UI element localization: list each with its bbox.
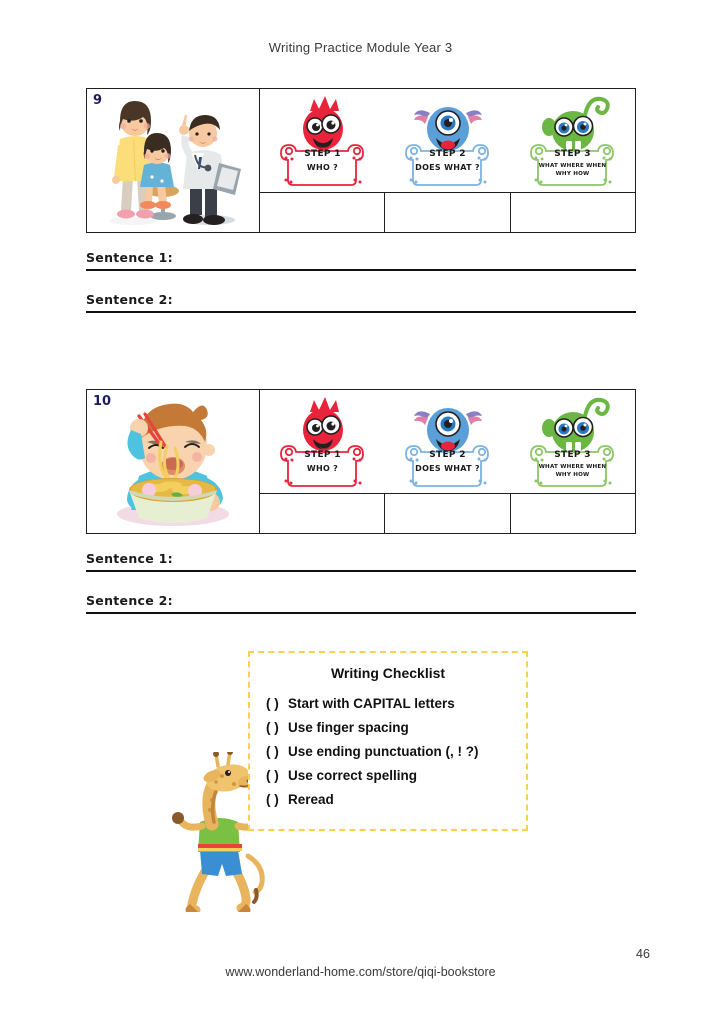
answer-cell-step-2[interactable] — [385, 193, 510, 232]
step-sublabel-line-2: WHY HOW — [555, 171, 590, 177]
step-sublabel-line-1: WHAT WHERE WHEN — [538, 163, 607, 169]
answer-cell-step-3[interactable] — [511, 193, 635, 232]
step-sublabel-line-2: WHY HOW — [555, 472, 590, 478]
item-number: 10 — [93, 394, 112, 409]
checklist-item[interactable] — [260, 740, 516, 764]
checklist-item[interactable] — [260, 692, 516, 716]
monster-slot-1 — [260, 89, 385, 192]
sentence-2-field-10[interactable] — [86, 593, 636, 614]
answer-cell-step-1[interactable] — [260, 193, 385, 232]
monster-row — [260, 89, 635, 193]
monster-slot-2 — [385, 390, 510, 493]
checkbox-parens[interactable]: ( ) — [266, 792, 279, 807]
red-spiky-monster-card — [265, 394, 381, 492]
picture-cell — [87, 390, 260, 533]
checklist-item-label: Use correct spelling — [288, 768, 418, 783]
sentence-label: Sentence 1: — [86, 250, 173, 265]
writing-rule — [86, 612, 636, 614]
steps-column — [260, 89, 635, 232]
step-sublabel: DOES WHAT ? — [415, 163, 480, 172]
blue-cyclops-monster-card — [390, 93, 506, 191]
item-number: 9 — [93, 93, 103, 108]
exercise-table — [86, 88, 636, 233]
writing-rule — [86, 311, 636, 313]
answer-row — [260, 494, 635, 533]
checklist-item[interactable] — [260, 716, 516, 740]
step-label: STEP 2 — [429, 149, 466, 159]
step-sublabel: DOES WHAT ? — [415, 464, 480, 473]
step-label: STEP 3 — [554, 149, 591, 159]
checkbox-parens[interactable]: ( ) — [266, 720, 279, 735]
answer-cell-step-2[interactable] — [385, 494, 510, 533]
boy-eating-noodles-illustration — [87, 390, 259, 533]
checklist-item-label: Reread — [288, 792, 334, 807]
sentence-label: Sentence 1: — [86, 551, 173, 566]
checklist-item-label: Use finger spacing — [288, 720, 409, 735]
monster-slot-2 — [385, 89, 510, 192]
answer-cell-step-3[interactable] — [511, 494, 635, 533]
checkbox-parens[interactable]: ( ) — [266, 696, 279, 711]
step-label: STEP 3 — [554, 450, 591, 460]
step-label: STEP 1 — [304, 149, 341, 159]
exercise-block-10 — [86, 389, 636, 534]
step-sublabel — [515, 463, 631, 479]
exercise-block-9 — [86, 88, 636, 233]
writing-rule — [86, 269, 636, 271]
picture-cell — [87, 89, 260, 232]
writing-rule — [86, 570, 636, 572]
step-sublabel: WHO ? — [306, 464, 339, 473]
green-antenna-monster-card — [515, 93, 631, 191]
checkbox-parens[interactable]: ( ) — [266, 744, 279, 759]
checkbox-parens[interactable]: ( ) — [266, 768, 279, 783]
answer-row — [260, 193, 635, 232]
exercise-table — [86, 389, 636, 534]
steps-column — [260, 390, 635, 533]
sentence-1-field-9[interactable] — [86, 250, 636, 271]
page-title: Writing Practice Module Year 3 — [268, 40, 453, 55]
green-antenna-monster-card — [515, 394, 631, 492]
red-spiky-monster-card — [265, 93, 381, 191]
checklist-item-label: Start with CAPITAL letters — [288, 696, 455, 711]
blue-cyclops-monster-card — [390, 394, 506, 492]
step-label: STEP 2 — [429, 450, 466, 460]
checklist-item-label: Use ending punctuation (, ! ?) — [288, 744, 479, 759]
checklist-item[interactable] — [260, 788, 516, 812]
answer-cell-step-1[interactable] — [260, 494, 385, 533]
step-sublabel-line-1: WHAT WHERE WHEN — [538, 464, 607, 470]
sentence-label: Sentence 2: — [86, 593, 173, 608]
sentence-1-field-10[interactable] — [86, 551, 636, 572]
step-sublabel — [515, 162, 631, 178]
monster-slot-1 — [260, 390, 385, 493]
monster-row — [260, 390, 635, 494]
mother-daughter-doctor-illustration — [87, 89, 259, 232]
footer-url: www.wonderland-home.com/store/qiqi-bookstore — [225, 965, 496, 979]
monster-slot-3 — [510, 390, 635, 493]
sentence-label: Sentence 2: — [86, 292, 173, 307]
page-number: 46 — [636, 947, 650, 961]
checklist-item[interactable] — [260, 764, 516, 788]
writing-checklist — [248, 651, 528, 831]
checklist-title: Writing Checklist — [330, 665, 446, 681]
step-label: STEP 1 — [304, 450, 341, 460]
step-sublabel: WHO ? — [306, 163, 339, 172]
monster-slot-3 — [510, 89, 635, 192]
sentence-2-field-9[interactable] — [86, 292, 636, 313]
